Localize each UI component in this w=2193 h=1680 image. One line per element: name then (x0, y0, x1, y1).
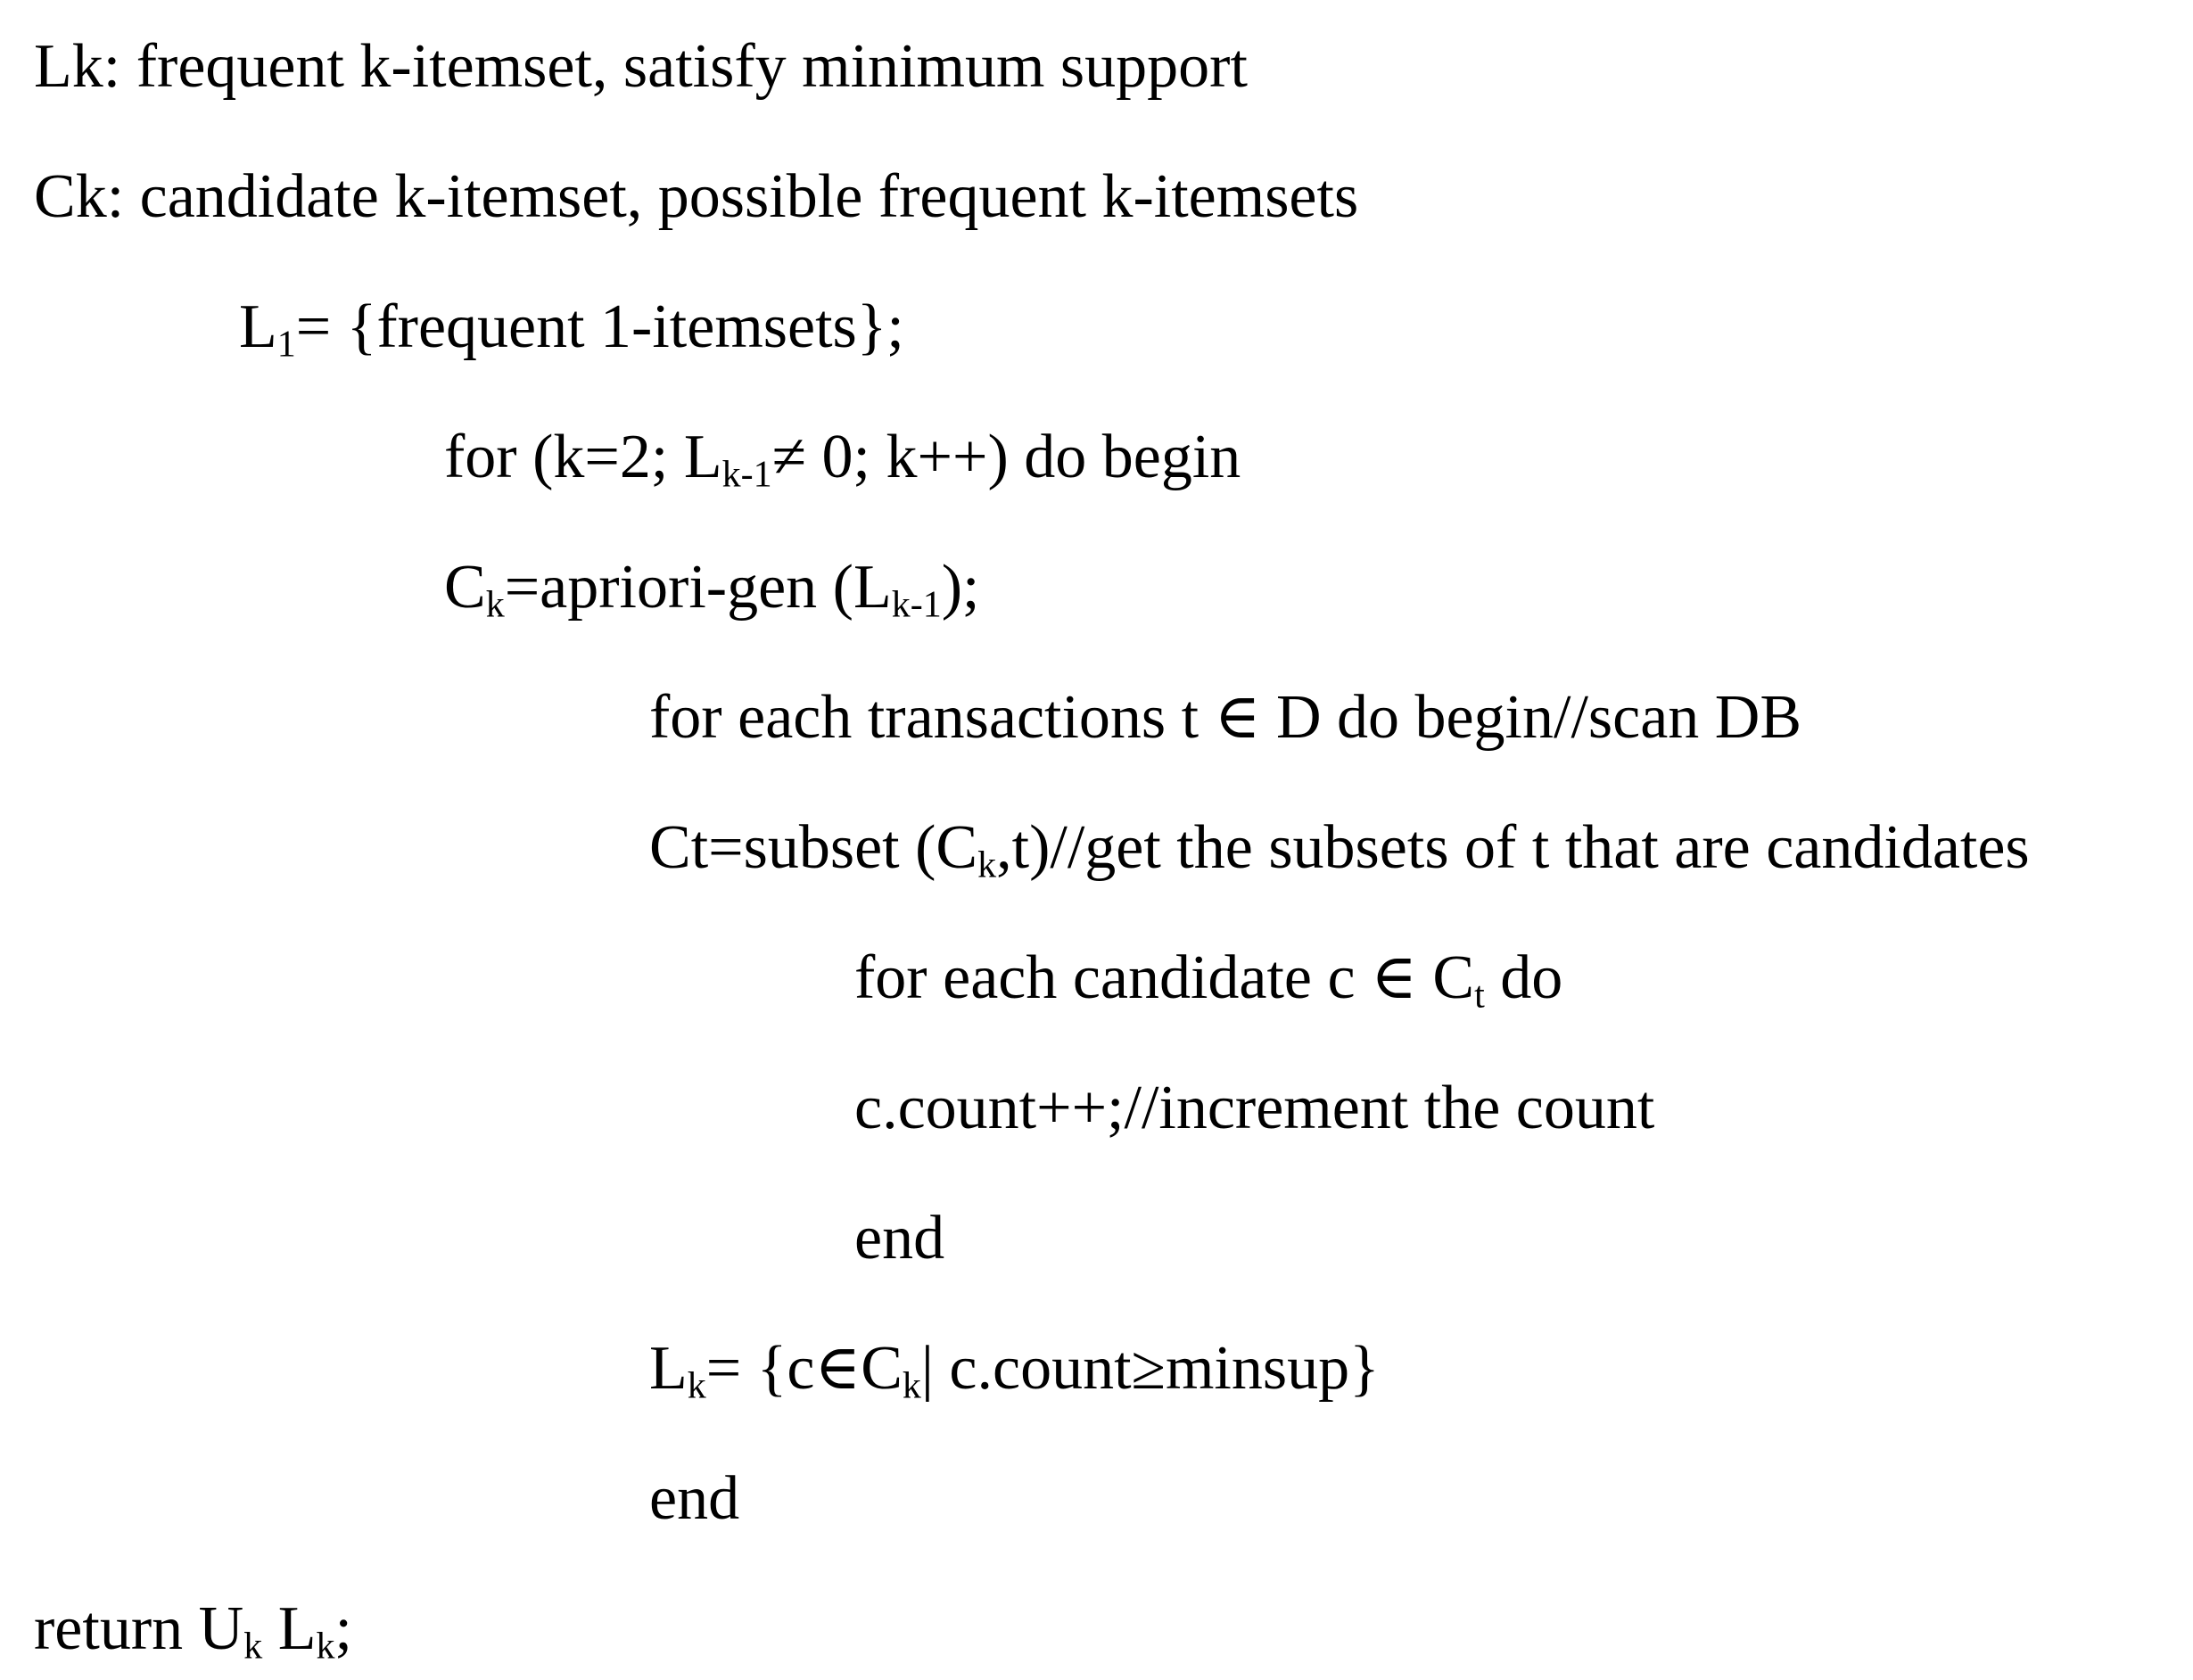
code-text: ; (334, 1594, 352, 1663)
code-text: L (262, 1594, 317, 1663)
code-text: =apriori-gen (L (504, 553, 892, 622)
definition-ck-description: : candidate k-itemset, possible frequent k-itemsets (106, 162, 1359, 231)
code-text: | c.count≥minsup} (920, 1334, 1380, 1403)
code-line-apriori-gen (444, 553, 980, 626)
code-subscript: k (243, 1626, 263, 1668)
code-line-end-inner (854, 1204, 945, 1272)
code-line-subset (649, 813, 2030, 886)
code-text: = {frequent 1-itemsets}; (295, 292, 904, 361)
definition-lk-symbol: Lk (34, 32, 103, 101)
code-text: L (649, 1334, 688, 1403)
code-line-for-k (444, 423, 1241, 496)
code-text: C (444, 553, 486, 622)
code-text: ≠ 0; k++) do begin (771, 423, 1241, 491)
code-subscript: 1 (276, 324, 296, 366)
code-text: for each candidate c ∈ C (854, 943, 1475, 1012)
code-text: do (1484, 943, 1563, 1012)
code-text: = {c∈C (705, 1334, 903, 1403)
code-subscript: k-1 (891, 584, 942, 626)
code-line-lk-assign (649, 1334, 1380, 1407)
code-subscript: k (485, 584, 505, 626)
code-text: end (649, 1464, 740, 1533)
code-text: Ct=subset (C (649, 813, 978, 882)
code-text: L (239, 292, 277, 361)
code-subscript: k (316, 1626, 335, 1668)
code-subscript: k-1 (721, 454, 772, 496)
code-line-end-outer (649, 1464, 740, 1533)
code-text: ); (941, 553, 980, 622)
definition-ck-symbol: Ck (34, 162, 107, 231)
definition-lk-description: : frequent k-itemset, satisfy minimum support (103, 32, 1248, 101)
code-line-for-each-candidate (854, 943, 1563, 1017)
definition-ck (34, 162, 1359, 231)
code-subscript: k (687, 1365, 706, 1407)
code-subscript: k (902, 1365, 921, 1407)
code-text: c.count++;//increment the count (854, 1074, 1655, 1142)
code-subscript: t (1474, 975, 1485, 1017)
definition-lk (34, 32, 1248, 101)
code-line-for-each-transaction (649, 683, 1802, 752)
code-text: for (k=2; L (444, 423, 722, 491)
code-text: end (854, 1204, 945, 1272)
code-line-count-increment (854, 1074, 1655, 1142)
code-line-l1-init (239, 292, 904, 366)
code-text: ,t)//get the subsets of t that are candidates (996, 813, 2030, 882)
code-text: return U (34, 1594, 244, 1663)
code-subscript: k (977, 844, 997, 886)
code-line-return (34, 1594, 352, 1668)
code-text: for each transactions t ∈ D do begin//scan DB (649, 683, 1802, 752)
